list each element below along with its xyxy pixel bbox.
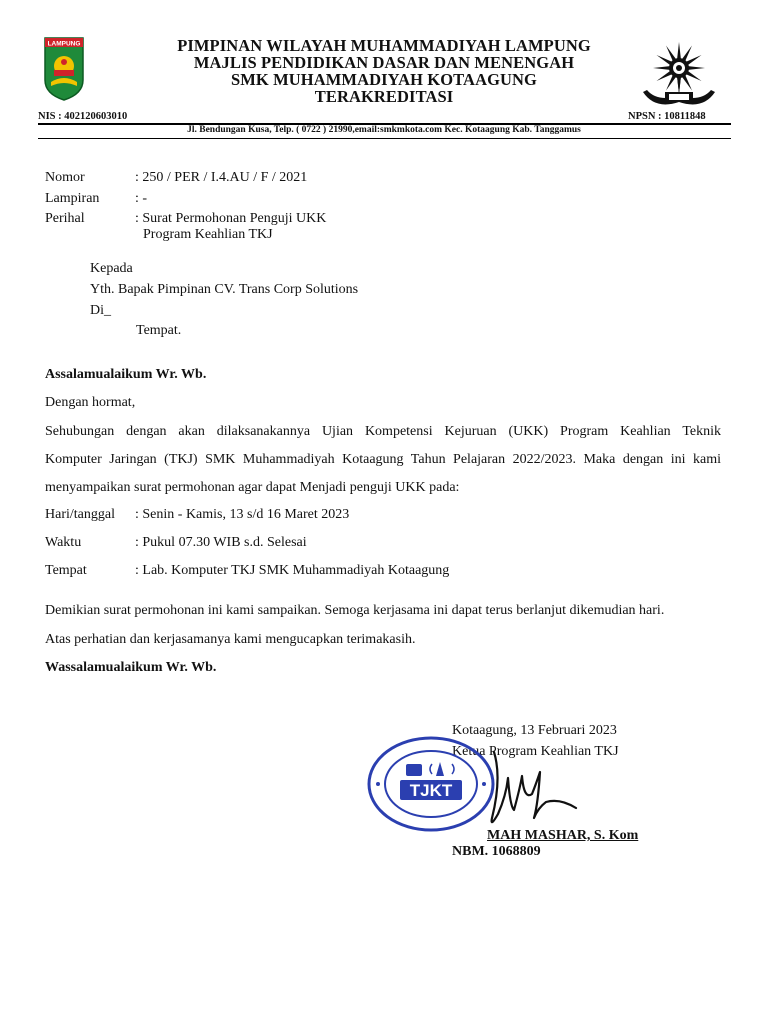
kepada-label: Kepada — [90, 261, 133, 276]
tempat-event-label: Tempat — [45, 563, 87, 578]
school-address: Jl. Bendungan Kusa, Telp. ( 0722 ) 21990,email:smkmkota.com Kec. Kotaagung Kab. Tanggamus — [187, 125, 581, 135]
lampiran-label: Lampiran — [45, 191, 100, 206]
paragraph-1-line-2: Komputer Jaringan (TKJ) SMK Muhammadiyah Kotaagung Tahun Pelajaran 2022/2023. Maka dengan ini kami — [45, 452, 721, 467]
closing-line-2: Atas perhatian dan kerjasamanya kami mengucapkan terimakasih. — [45, 632, 416, 647]
tjkt-stamp-icon — [366, 734, 496, 834]
paragraph-1-line-1: Sehubungan dengan akan dilaksanakannya Ujian Kompetensi Kejuruan (UKK) Program Keahlian Teknik — [45, 424, 721, 439]
paragraph-1-line-3: menyampaikan surat permohonan agar dapat Menjadi penguji UKK pada: — [45, 480, 460, 495]
npsn-number: NPSN : 10811848 — [628, 111, 706, 122]
closing-salam: Wassalamualaikum Wr. Wb. — [45, 660, 217, 675]
svg-text:LAMPUNG: LAMPUNG — [47, 40, 81, 48]
perihal-label: Perihal — [45, 211, 85, 226]
org-line-4: TERAKREDITASI — [314, 87, 454, 106]
lampiran-value: : - — [135, 191, 148, 206]
di-label: Di_ — [90, 303, 111, 318]
waktu-label: Waktu — [45, 535, 82, 550]
header-rule-bottom — [38, 138, 731, 139]
recipient-name: Yth. Bapak Pimpinan CV. Trans Corp Solutions — [90, 282, 359, 297]
perihal-value-line-1: : Surat Permohonan Penguji UKK — [135, 211, 327, 226]
org-line-3: SMK MUHAMMADIYAH KOTAAGUNG — [230, 70, 537, 89]
hari-label: Hari/tanggal — [45, 507, 115, 522]
tempat-label: Tempat. — [136, 323, 182, 338]
signer-name: MAH MASHAR, S. Kom — [487, 828, 639, 843]
greeting: Dengan hormat, — [45, 395, 136, 410]
handwritten-signature-icon — [480, 748, 590, 838]
tempat-event-value: : Lab. Komputer TKJ SMK Muhammadiyah Kotaagung — [135, 563, 450, 578]
closing-line-1: Demikian surat permohonan ini kami sampaikan. Semoga kerjasama ini dapat terus berlanjut dikemudian hari. — [45, 603, 665, 618]
signer-nbm: NBM. 1068809 — [452, 844, 541, 859]
place-date: Kotaagung, 13 Februari 2023 — [452, 723, 617, 738]
svg-text:TJKT: TJKT — [409, 781, 453, 800]
nomor-label: Nomor — [45, 170, 85, 185]
org-line-1: PIMPINAN WILAYAH MUHAMMADIYAH LAMPUNG — [177, 36, 591, 55]
waktu-value: : Pukul 07.30 WIB s.d. Selesai — [135, 535, 307, 550]
signer-role: Ketua Program Keahlian TKJ — [452, 744, 619, 759]
perihal-value-line-2: Program Keahlian TKJ — [143, 227, 273, 242]
nis-number: NIS : 402120603010 — [38, 111, 128, 122]
hari-value: : Senin - Kamis, 13 s/d 16 Maret 2023 — [135, 507, 350, 522]
nomor-value: : 250 / PER / I.4.AU / F / 2021 — [135, 170, 308, 185]
opening-salam: Assalamualaikum Wr. Wb. — [45, 367, 207, 382]
org-line-2: MAJLIS PENDIDIKAN DASAR DAN MENENGAH — [193, 53, 575, 72]
